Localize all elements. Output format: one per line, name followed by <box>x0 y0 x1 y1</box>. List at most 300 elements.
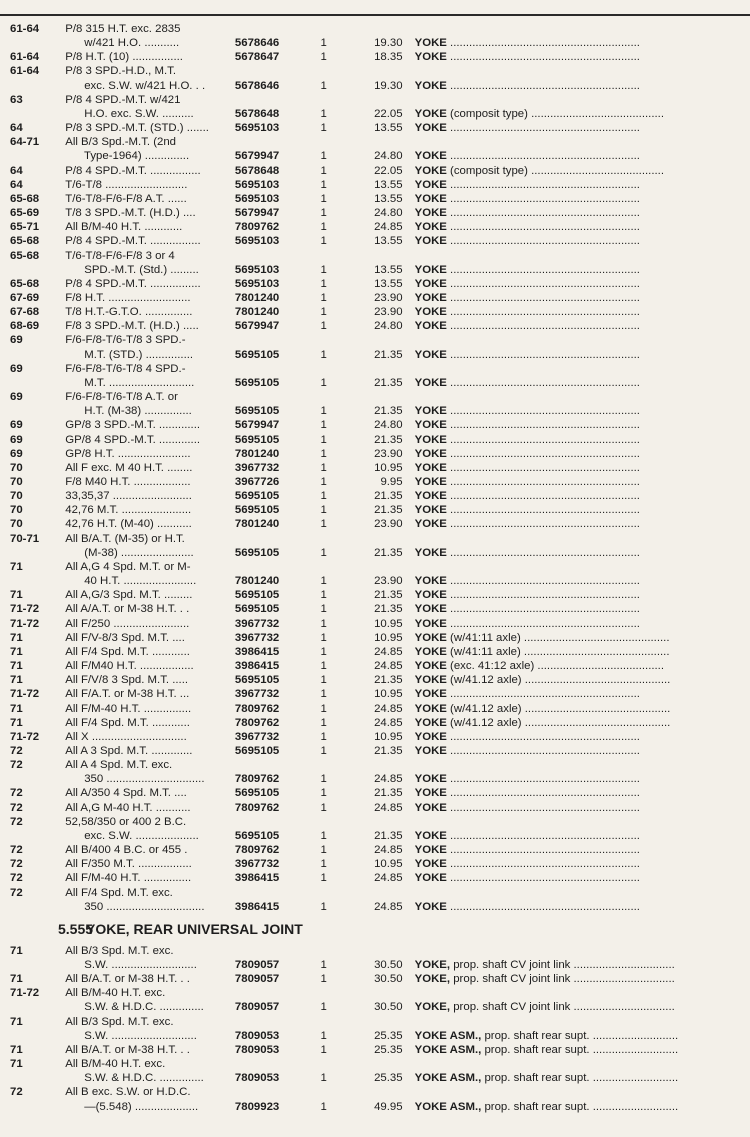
description-note: ............................................................ <box>446 461 640 474</box>
application-cell: (M-38) ....................... <box>65 546 194 559</box>
part-number-cell <box>235 560 310 574</box>
table-row <box>0 291 750 305</box>
table-row <box>0 871 750 885</box>
description-cell <box>415 900 750 914</box>
part-number-cell <box>235 886 310 900</box>
table-row <box>0 489 750 503</box>
application-cell: GP/8 3 SPD.-M.T. ............. <box>65 419 201 432</box>
part-number-cell <box>235 135 310 149</box>
table-row <box>0 249 750 263</box>
price-cell: 10.95 <box>374 688 403 701</box>
part-number-cell: 7809053 <box>234 1029 280 1042</box>
part-number-cell: 7809762 <box>234 844 280 857</box>
table-row <box>0 107 750 121</box>
table-row <box>0 631 750 645</box>
price-cell: 25.35 <box>374 1043 403 1056</box>
application-cell: All F/350 M.T. ................. <box>65 858 192 871</box>
description-name: YOKE <box>414 872 447 885</box>
quantity-cell <box>310 986 338 1000</box>
quantity-cell: 1 <box>320 674 327 687</box>
year-cell: 70-71 <box>10 532 40 545</box>
application-cell: SPD.-M.T. (Std.) ......... <box>65 263 199 276</box>
description-note: ............................................................ <box>446 150 640 163</box>
part-number-cell: 5679947 <box>234 320 280 333</box>
application-cell: 40 H.T. ....................... <box>65 575 197 588</box>
description-name: YOKE ASM., <box>414 1100 482 1113</box>
description-name: YOKE, <box>414 973 451 986</box>
application-cell: All F/4 Spd. M.T. exc. <box>65 886 173 899</box>
application-cell: Type-1964) .............. <box>65 150 190 163</box>
description-cell <box>415 220 750 234</box>
description-cell <box>415 362 750 376</box>
part-number-cell <box>235 249 310 263</box>
year-cell <box>0 1100 65 1114</box>
application-cell: M.T. (STD.) ............... <box>65 348 194 361</box>
section-number: 5.555 <box>58 920 94 937</box>
quantity-cell <box>310 1015 338 1029</box>
table-row <box>0 702 750 716</box>
table-row <box>0 121 750 135</box>
description-name: YOKE <box>414 730 447 743</box>
part-number-cell: 5678648 <box>234 164 280 177</box>
table-row <box>0 673 750 687</box>
description-cell <box>415 1043 750 1057</box>
description-cell <box>415 1057 750 1071</box>
part-number-cell: 7809923 <box>234 1100 280 1113</box>
table-row <box>0 50 750 64</box>
description-cell <box>415 178 750 192</box>
quantity-cell: 1 <box>320 79 327 92</box>
description-cell <box>415 972 750 986</box>
quantity-cell: 1 <box>320 688 327 701</box>
table-row <box>0 404 750 418</box>
year-cell: 69 <box>10 447 23 460</box>
description-cell <box>415 1015 750 1029</box>
price-cell: 24.80 <box>374 207 403 220</box>
description-cell <box>415 702 750 716</box>
year-cell: 71 <box>10 589 23 602</box>
application-cell: T/8 H.T.-G.T.O. ............... <box>65 306 193 319</box>
description-name: YOKE <box>414 858 447 871</box>
price-cell: 24.85 <box>374 773 403 786</box>
year-cell: 71 <box>10 660 23 673</box>
year-cell: 65-71 <box>10 221 40 234</box>
description-cell <box>415 376 750 390</box>
description-cell <box>415 277 750 291</box>
description-note: ............................................................ <box>446 122 640 135</box>
description-note: prop. shaft rear supt. ........................... <box>481 1029 679 1042</box>
description-cell <box>415 206 750 220</box>
description-cell <box>415 164 750 178</box>
description-cell <box>415 560 750 574</box>
description-name: YOKE <box>414 631 447 644</box>
part-number-cell: 5695103 <box>234 122 280 135</box>
year-cell: 71-72 <box>10 730 40 743</box>
part-number-cell: 3967732 <box>234 730 280 743</box>
application-cell: P/8 H.T. (10) ................ <box>65 51 183 64</box>
part-number-cell <box>235 22 310 36</box>
quantity-cell: 1 <box>320 959 327 971</box>
part-number-cell: 5695105 <box>234 589 280 602</box>
quantity-cell: 1 <box>320 277 327 290</box>
table-row <box>0 206 750 220</box>
year-cell: 68-69 <box>10 320 40 333</box>
quantity-cell: 1 <box>320 235 327 248</box>
application-cell: F/8 3 SPD.-M.T. (H.D.) ..... <box>65 320 199 333</box>
description-cell <box>415 986 750 1000</box>
application-cell: All B/A.T. or M-38 H.T. . . <box>65 1043 190 1056</box>
description-cell <box>415 418 750 432</box>
year-cell: 65-68 <box>10 249 40 262</box>
table-row <box>0 517 750 531</box>
table-row <box>0 418 750 432</box>
table-row <box>0 730 750 744</box>
part-number-cell: 5679947 <box>234 419 280 432</box>
description-name: YOKE <box>414 773 447 786</box>
price-cell: 21.35 <box>374 787 403 800</box>
description-note: (w/41:11 axle) .............................................. <box>446 631 670 644</box>
part-number-cell: 7809762 <box>234 702 280 715</box>
quantity-cell: 1 <box>320 858 327 871</box>
description-note: ............................................................ <box>446 744 640 757</box>
price-cell: 30.50 <box>374 1001 403 1014</box>
part-number-cell: 7809762 <box>234 801 280 814</box>
application-cell: All B/A.T. (M-35) or H.T. <box>65 532 185 545</box>
description-note: ............................................................ <box>446 603 640 616</box>
price-cell: 21.35 <box>374 674 403 687</box>
price-cell: 21.35 <box>374 348 403 361</box>
application-cell: All B/A.T. or M-38 H.T. . . <box>65 973 190 986</box>
application-cell: All F/V-8/3 Spd. M.T. .... <box>65 631 185 644</box>
part-number-cell: 3967732 <box>234 631 280 644</box>
description-name: YOKE <box>414 348 447 361</box>
application-cell: All A/350 4 Spd. M.T. .... <box>65 787 187 800</box>
description-name: YOKE <box>414 603 447 616</box>
year-cell: 72 <box>10 858 23 871</box>
year-cell <box>0 1000 65 1014</box>
price-cell <box>338 758 415 772</box>
table-row <box>0 687 750 701</box>
table-row <box>0 716 750 730</box>
quantity-cell: 1 <box>320 476 327 488</box>
part-number-cell: 5695105 <box>234 674 280 687</box>
description-cell <box>415 843 750 857</box>
year-cell <box>0 546 65 560</box>
application-cell: All F/M-40 H.T. ............... <box>65 872 192 885</box>
table-row <box>0 786 750 800</box>
description-name: YOKE <box>414 320 447 333</box>
description-cell <box>415 588 750 602</box>
part-number-cell: 7809762 <box>234 221 280 234</box>
description-name: YOKE <box>414 192 447 205</box>
description-cell <box>415 786 750 800</box>
part-number-cell: 7809762 <box>234 716 280 729</box>
application-cell: All A,G M-40 H.T. ........... <box>65 801 191 814</box>
description-note: (composit type) .......................................... <box>446 107 664 120</box>
price-cell <box>338 944 415 958</box>
quantity-cell: 1 <box>320 575 327 588</box>
application-cell: w/421 H.O. ........... <box>65 37 180 50</box>
quantity-cell: 1 <box>320 107 327 120</box>
application-cell: 350 ............................... <box>65 900 205 913</box>
description-name: YOKE <box>414 306 447 319</box>
part-number-cell: 5695103 <box>234 263 280 276</box>
part-number-cell: 3986415 <box>234 900 280 913</box>
table-row <box>0 1000 750 1014</box>
price-cell: 25.35 <box>374 1072 403 1085</box>
part-number-cell: 7801240 <box>234 518 280 531</box>
description-note: ............................................................ <box>446 490 640 503</box>
description-note: ............................................................ <box>446 546 640 559</box>
description-cell <box>415 829 750 843</box>
top-rule <box>0 14 750 16</box>
application-cell: S.W. ........................... <box>65 959 197 971</box>
description-note: ............................................................ <box>446 829 640 842</box>
rear-yoke-list <box>0 944 750 1114</box>
description-name: YOKE, <box>414 1001 451 1014</box>
quantity-cell: 1 <box>320 617 327 630</box>
description-name: YOKE <box>414 688 447 701</box>
price-cell: 30.50 <box>374 973 403 986</box>
quantity-cell <box>310 1057 338 1071</box>
description-cell <box>415 121 750 135</box>
description-note: ............................................................ <box>446 730 640 743</box>
description-name: YOKE <box>414 51 447 64</box>
description-name: YOKE <box>414 504 447 517</box>
description-cell <box>415 192 750 206</box>
description-cell <box>415 801 750 815</box>
quantity-cell: 1 <box>320 447 327 460</box>
table-row <box>0 602 750 616</box>
description-cell <box>415 758 750 772</box>
description-note: ............................................................ <box>446 504 640 517</box>
year-cell <box>0 79 65 93</box>
price-cell <box>338 22 415 36</box>
description-note: (composit type) .......................................... <box>446 164 664 177</box>
description-cell <box>415 433 750 447</box>
year-cell: 61-64 <box>10 23 40 35</box>
year-cell <box>0 1029 65 1043</box>
table-row <box>0 1085 750 1099</box>
quantity-cell <box>310 532 338 546</box>
application-cell: All B/3 Spd.-M.T. (2nd <box>65 136 177 149</box>
description-cell <box>415 532 750 546</box>
quantity-cell: 1 <box>320 660 327 673</box>
year-cell <box>0 36 65 50</box>
description-cell <box>415 305 750 319</box>
year-cell: 72 <box>10 759 23 772</box>
quantity-cell: 1 <box>320 192 327 205</box>
description-note: (w/41.12 axle) .............................................. <box>446 702 671 715</box>
table-row <box>0 900 750 914</box>
year-cell <box>0 107 65 121</box>
year-cell: 72 <box>10 815 23 828</box>
description-name: YOKE <box>414 107 447 120</box>
price-cell: 21.35 <box>374 490 403 503</box>
application-cell: T/6-T/8-F/6-F/8 A.T. ...... <box>65 192 187 205</box>
part-number-cell: 5678646 <box>234 37 280 50</box>
description-cell <box>415 730 750 744</box>
description-note: prop. shaft rear supt. ........................... <box>481 1072 679 1085</box>
part-number-cell: 5695103 <box>234 235 280 248</box>
table-row <box>0 886 750 900</box>
part-number-cell: 5678646 <box>234 79 280 92</box>
part-number-cell: 3967726 <box>234 476 280 488</box>
price-cell: 10.95 <box>374 617 403 630</box>
description-cell <box>415 64 750 78</box>
part-number-cell: 7801240 <box>234 447 280 460</box>
year-cell: 71 <box>10 560 23 573</box>
part-number-cell: 7809057 <box>234 973 280 986</box>
description-cell <box>415 958 750 972</box>
year-cell <box>0 829 65 843</box>
year-cell: 70 <box>10 461 23 474</box>
quantity-cell: 1 <box>320 546 327 559</box>
description-name: YOKE <box>414 37 447 50</box>
part-number-cell <box>235 944 310 958</box>
part-number-cell <box>235 1085 310 1099</box>
table-row <box>0 986 750 1000</box>
description-cell <box>415 617 750 631</box>
part-number-cell: 7809762 <box>234 773 280 786</box>
year-cell: 72 <box>10 787 23 800</box>
price-cell <box>338 886 415 900</box>
year-cell: 65-69 <box>10 207 40 220</box>
price-cell <box>338 1015 415 1029</box>
quantity-cell: 1 <box>320 178 327 191</box>
table-row <box>0 503 750 517</box>
price-cell: 25.35 <box>374 1029 403 1042</box>
yoke-list <box>0 22 750 914</box>
year-cell: 72 <box>10 801 23 814</box>
part-number-cell: 5695105 <box>234 744 280 757</box>
quantity-cell: 1 <box>320 306 327 319</box>
description-name: YOKE <box>414 221 447 234</box>
year-cell <box>0 348 65 362</box>
description-name: YOKE <box>414 207 447 220</box>
year-cell: 71-72 <box>10 987 40 1000</box>
table-row <box>0 1100 750 1114</box>
price-cell: 10.95 <box>374 730 403 743</box>
price-cell: 13.55 <box>374 263 403 276</box>
application-cell: P/8 4 SPD.-M.T. ................ <box>65 164 201 177</box>
description-note: ............................................................ <box>446 787 640 800</box>
quantity-cell: 1 <box>320 291 327 304</box>
description-name: YOKE <box>414 476 447 488</box>
year-cell: 71 <box>10 1058 23 1071</box>
year-cell: 69 <box>10 362 23 375</box>
part-number-cell: 7809057 <box>234 1001 280 1014</box>
quantity-cell: 1 <box>320 348 327 361</box>
parts-table <box>0 22 750 1114</box>
quantity-cell: 1 <box>320 320 327 333</box>
quantity-cell: 1 <box>320 1029 327 1042</box>
price-cell: 23.90 <box>374 291 403 304</box>
table-row <box>0 588 750 602</box>
price-cell: 24.85 <box>374 801 403 814</box>
quantity-cell <box>310 249 338 263</box>
price-cell: 23.90 <box>374 518 403 531</box>
application-cell: All F/250 ........................ <box>65 617 190 630</box>
table-row <box>0 1071 750 1085</box>
application-cell: F/6-F/8-T/6-T/8 4 SPD.- <box>65 362 186 375</box>
price-cell: 22.05 <box>374 164 403 177</box>
price-cell: 24.85 <box>374 221 403 234</box>
description-name: YOKE <box>414 617 447 630</box>
year-cell: 71 <box>10 944 23 957</box>
description-name: YOKE <box>414 178 447 191</box>
description-note: ............................................................ <box>446 900 640 913</box>
price-cell <box>338 1057 415 1071</box>
price-cell: 24.85 <box>374 844 403 857</box>
quantity-cell: 1 <box>320 773 327 786</box>
year-cell: 71 <box>10 674 23 687</box>
description-note: prop. shaft CV joint link ................................ <box>450 959 675 971</box>
part-number-cell <box>235 1015 310 1029</box>
description-note: prop. shaft CV joint link ................................ <box>450 973 675 986</box>
part-number-cell: 7801240 <box>234 306 280 319</box>
price-cell: 22.05 <box>374 107 403 120</box>
year-cell: 72 <box>10 844 23 857</box>
table-row <box>0 305 750 319</box>
description-cell <box>415 263 750 277</box>
quantity-cell <box>310 560 338 574</box>
application-cell: GP/8 H.T. ....................... <box>65 447 191 460</box>
price-cell: 21.35 <box>374 603 403 616</box>
year-cell: 64 <box>10 122 23 135</box>
part-number-cell: 5695105 <box>234 376 280 389</box>
application-cell: All B/3 Spd. M.T. exc. <box>65 1015 174 1028</box>
description-name: YOKE <box>414 419 447 432</box>
price-cell <box>338 333 415 347</box>
description-note: ............................................................ <box>446 235 640 248</box>
description-note: ............................................................ <box>446 79 640 92</box>
table-row <box>0 546 750 560</box>
application-cell: All F exc. M 40 H.T. ........ <box>65 461 193 474</box>
description-cell <box>415 1100 750 1114</box>
part-number-cell: 3967732 <box>234 688 280 701</box>
description-cell <box>415 447 750 461</box>
price-cell: 24.85 <box>374 872 403 885</box>
description-cell <box>415 390 750 404</box>
table-row <box>0 758 750 772</box>
part-number-cell: 5695103 <box>234 192 280 205</box>
description-name: YOKE <box>414 575 447 588</box>
application-cell: All F/A.T. or M-38 H.T. ... <box>65 688 190 701</box>
table-row <box>0 645 750 659</box>
year-cell: 61-64 <box>10 51 40 64</box>
part-number-cell: 7809053 <box>234 1072 280 1085</box>
application-cell: F/6-F/8-T/6-T/8 3 SPD.- <box>65 334 186 347</box>
quantity-cell: 1 <box>320 433 327 446</box>
description-name: YOKE, <box>414 959 451 971</box>
quantity-cell: 1 <box>320 405 327 418</box>
table-row <box>0 1057 750 1071</box>
description-note: ............................................................ <box>446 192 640 205</box>
price-cell <box>338 362 415 376</box>
year-cell: 71 <box>10 645 23 658</box>
quantity-cell: 1 <box>320 376 327 389</box>
price-cell: 19.30 <box>374 37 403 50</box>
quantity-cell: 1 <box>320 744 327 757</box>
application-cell: All A/A.T. or M-38 H.T. . . <box>65 603 190 616</box>
quantity-cell: 1 <box>320 900 327 913</box>
price-cell <box>338 390 415 404</box>
part-number-cell: 7809053 <box>234 1043 280 1056</box>
table-row <box>0 1029 750 1043</box>
description-name: YOKE <box>414 660 447 673</box>
description-name: YOKE <box>414 801 447 814</box>
